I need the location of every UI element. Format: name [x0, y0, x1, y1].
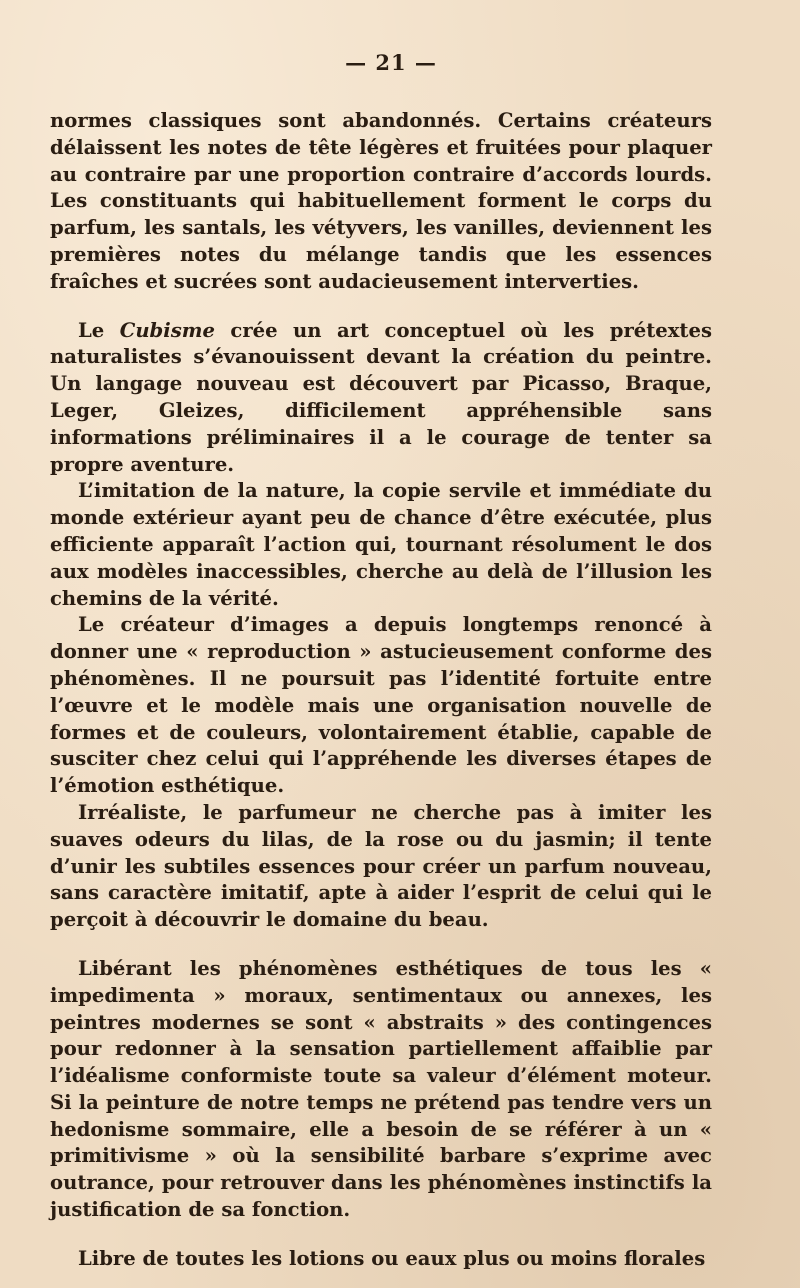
paragraph-7: Libre de toutes les lotions ou eaux plus ou moins florales: [78, 1246, 706, 1270]
page-number: — 21 —: [345, 50, 437, 75]
paragraph-1: normes classiques sont abandonnés. Certains créateurs délaissent les notes de tête légères et fruitées pour plaquer au contraire par une proportion contraire d’accords lourds. Les constituants qui habituellement forment le corps du parfum, les santals, les vétyvers, les vanilles, deviennent les premières notes du mélange tandis que les essences fraîches et sucrées sont audacieusement interverties.: [50, 109, 712, 293]
paragraph-6: Libérant les phénomènes esthétiques de tous les « impedimenta » moraux, sentimentaux ou annexes, les peintres modernes se sont « abstraits » des contingences pour redonner à la sensation partiellement affaiblie par l’idéalisme conformiste toute sa valeur d’élément moteur. Si la peinture de notre temps ne prétend pas tendre vers un hedonisme sommaire, elle a besoin de se référer à un « primitivisme » où la sensibilité barbare s’exprime avec outrance, pour retrouver dans les phénomènes instinctifs la justification de sa fonction.: [50, 956, 712, 1222]
paragraph-4: Le créateur d’images a depuis longtemps renoncé à donner une « reproduction » astucieusement conforme des phénomènes. Il ne poursuit pas l’identité fortuite entre l’œuvre et le modèle mais une organisation nouvelle de formes et de couleurs, volontairement établie, capable de susciter chez celui qui l’appréhende les diverses étapes de l’émotion esthétique.: [50, 613, 712, 798]
paragraph-3: L’imitation de la nature, la copie servile et immédiate du monde extérieur ayant peu de chance d’être exécutée, plus efficiente apparaît l’action qui, tournant résolument le dos aux modèles inaccessibles, cherche au delà de l’illusion les chemins de la vérité.: [50, 479, 712, 610]
paragraph-2: [50, 318, 712, 479]
cubisme-emphasis: Cubisme: [119, 318, 215, 342]
paragraph-2-lead: Le: [78, 318, 120, 342]
paragraph-2-body: crée un art conceptuel où les prétextes naturalistes s’évanouissent devant la création du peintre. Un langage nouveau est découvert par Picasso, Braque, Leger, Gleizes, difficilement appréhensible sans informations préliminaires il a le courage de tenter sa propre aventure.: [50, 318, 712, 476]
paragraph-5: Irréaliste, le parfumeur ne cherche pas à imiter les suaves odeurs du lilas, de la rose ou du jasmin; il tente d’unir les subtiles essences pour créer un parfum nouveau, sans caractère imitatif, apte à aider l’esprit de celui qui le perçoit à découvrir le domaine du beau.: [50, 800, 712, 932]
book-page: [50, 48, 712, 1268]
